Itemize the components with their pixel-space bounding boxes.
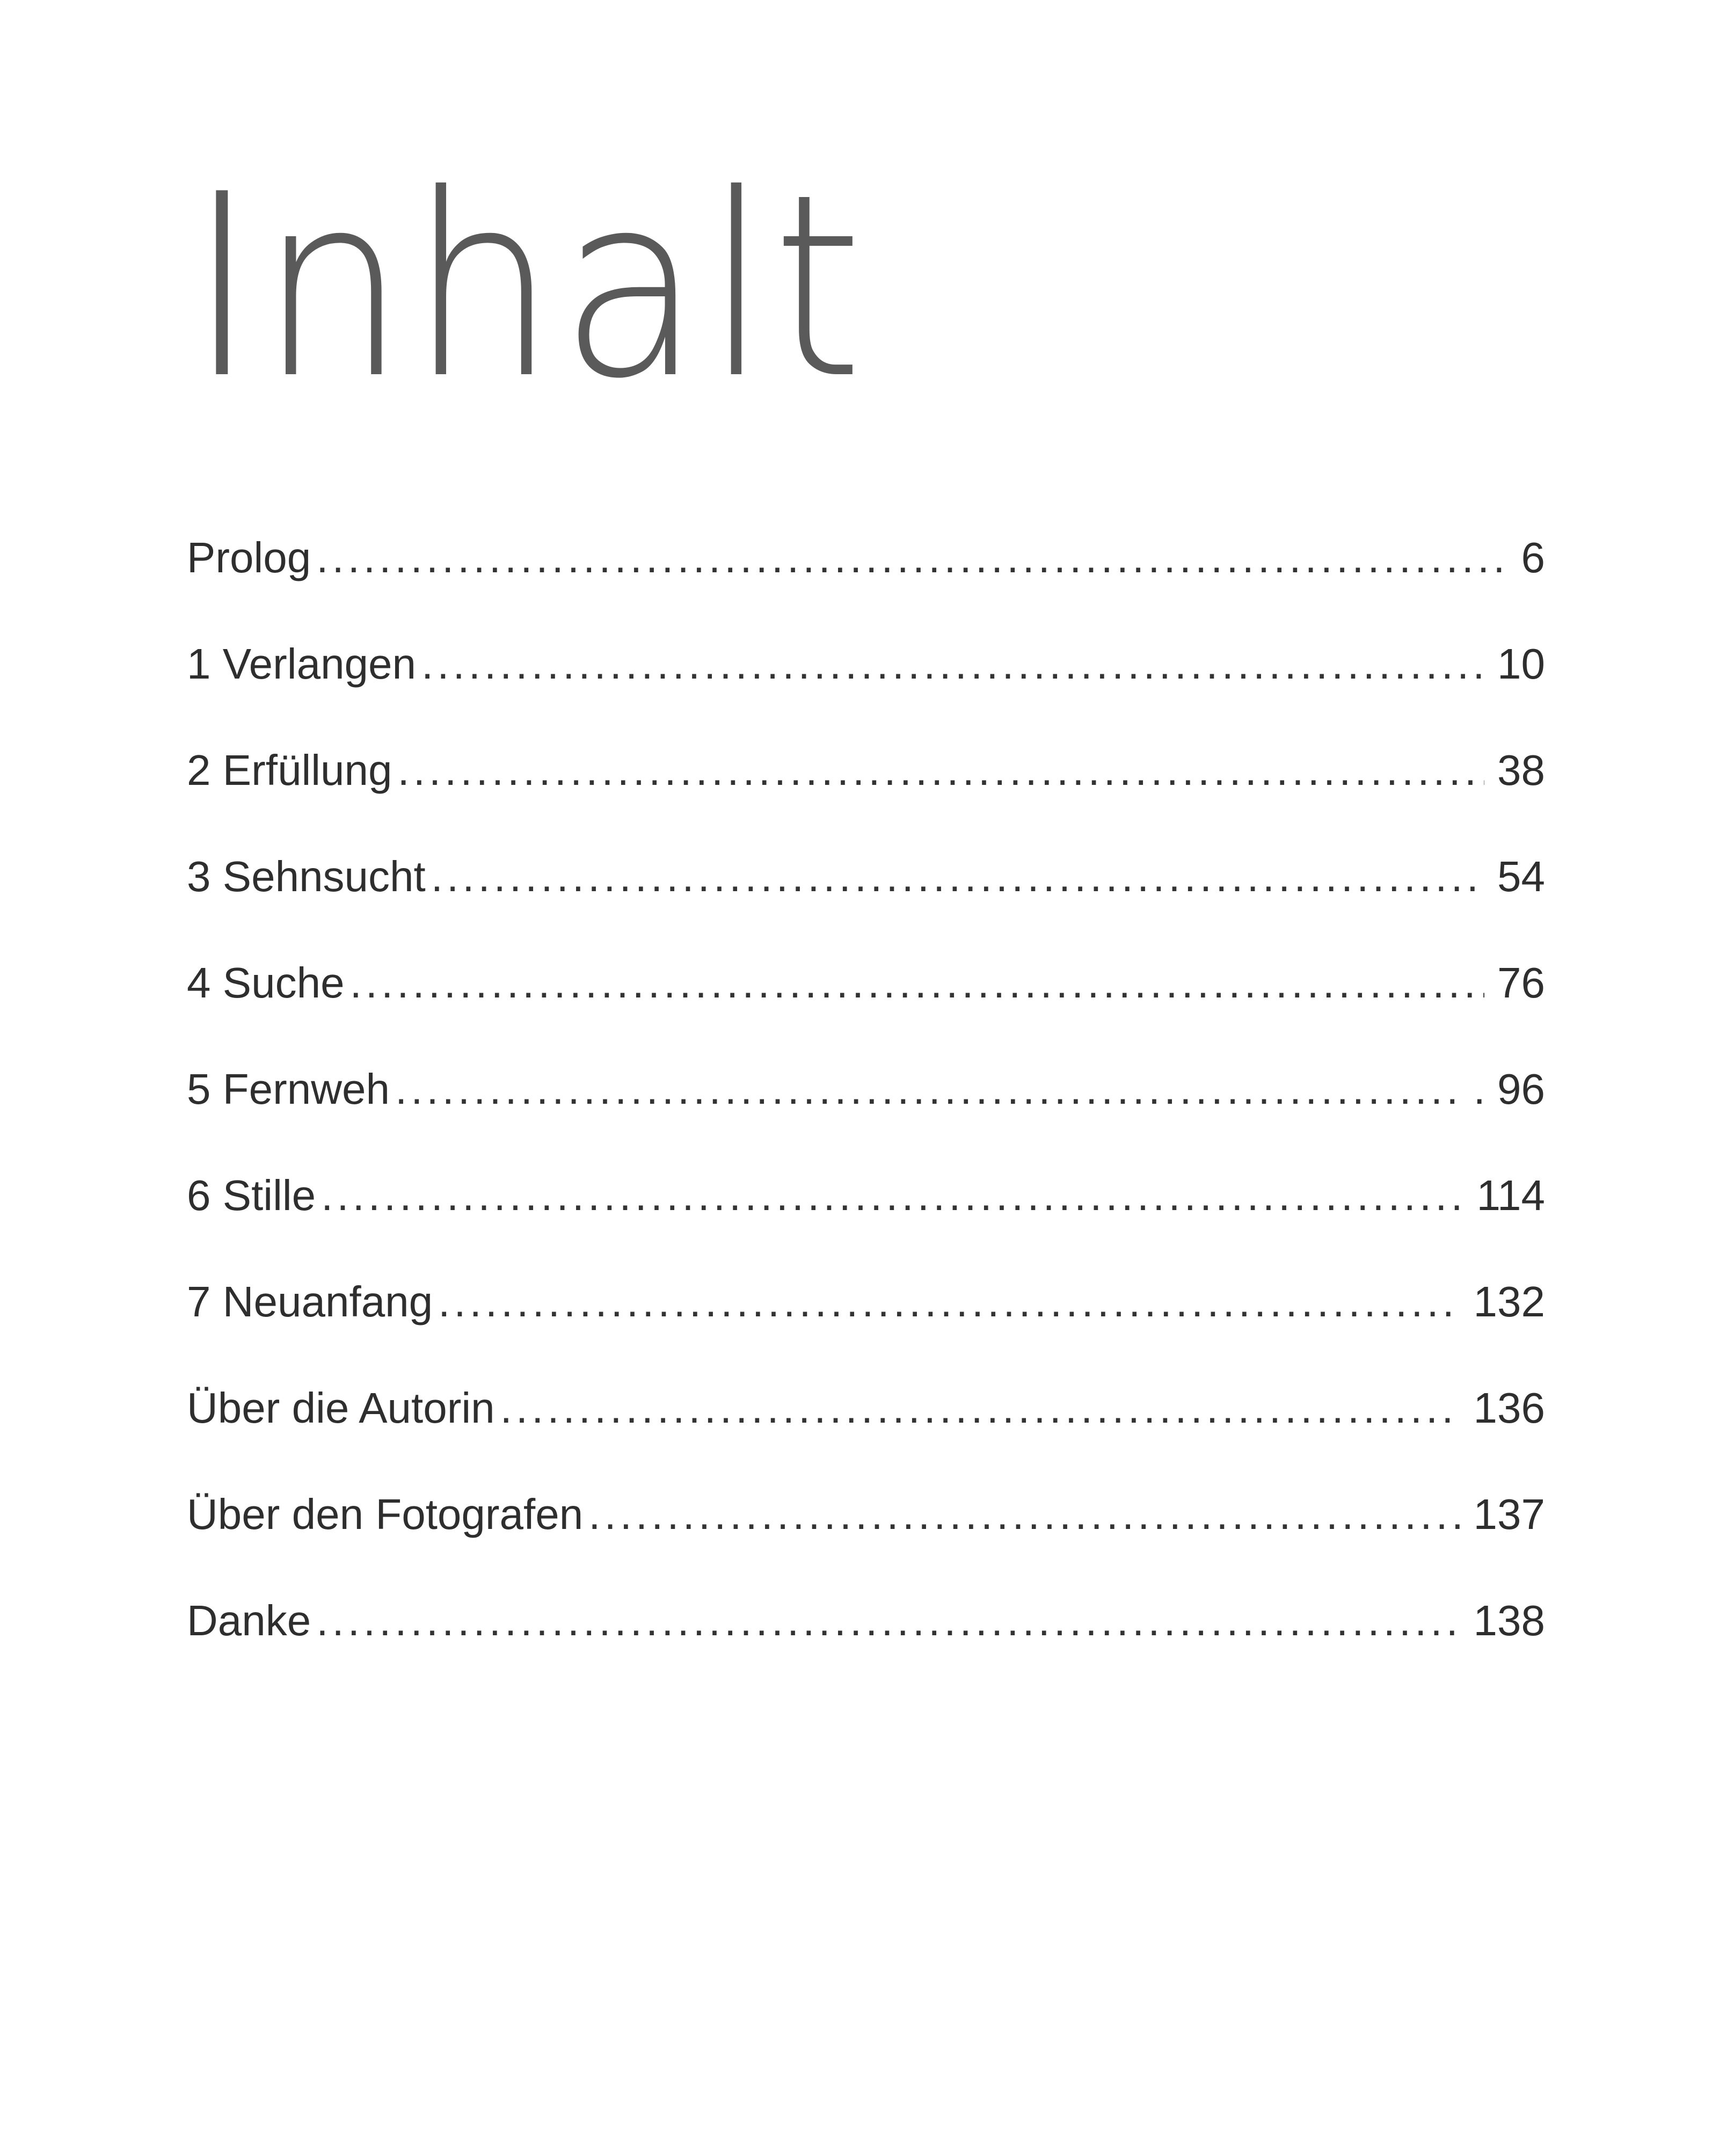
toc-entry-neuanfang[interactable] [187,1249,1545,1355]
toc-entry-label: 1 Verlangen [187,640,417,688]
toc-entry-ueber-die-autorin[interactable] [187,1355,1545,1461]
toc-page-number: 76 [1497,959,1545,1007]
toc-dot-leader [395,1036,1461,1142]
toc-dot-leader [350,930,1484,1036]
toc-entry-danke[interactable] [187,1568,1545,1674]
toc-page-number: 132 [1473,1278,1545,1325]
toc-page-number: 137 [1473,1490,1545,1538]
toc-page-number: 138 [1473,1597,1545,1644]
toc-page-number: 10 [1497,640,1545,688]
toc-entry-label: Prolog [187,534,311,581]
toc-page-number: 114 [1476,1171,1545,1219]
toc-entry-label: Danke [187,1597,311,1644]
toc-entry-label: Über den Fotografen [187,1490,584,1538]
toc-entry-verlangen[interactable] [187,611,1545,717]
toc-page-number: . 96 [1473,1065,1545,1113]
toc-entry-label: 2 Erfüllung [187,746,392,794]
toc-page-number: 54 [1497,853,1545,900]
toc-entry-ueber-den-fotografen[interactable] [187,1461,1545,1568]
toc-dot-leader [421,611,1484,717]
toc-entry-label: 5 Fernweh [187,1065,390,1113]
page-title: Inhalt [188,140,866,434]
toc-page-number: 136 [1473,1384,1545,1432]
toc-entry-label: Über die Autorin [187,1384,495,1432]
toc-page-number: 38 [1497,746,1545,794]
toc-dot-leader [316,505,1508,611]
toc-dot-leader [321,1142,1463,1249]
toc-page-number: 6 [1521,534,1545,581]
toc-dot-leader [316,1568,1460,1674]
toc-entry-sehnsucht[interactable] [187,824,1545,930]
toc-entry-suche[interactable] [187,930,1545,1036]
table-of-contents [187,505,1545,1674]
toc-entry-stille[interactable] [187,1142,1545,1249]
toc-entry-label: 6 Stille [187,1171,316,1219]
toc-dot-leader [438,1249,1460,1355]
toc-entry-label: 3 Sehnsucht [187,853,426,900]
toc-entry-erfuellung[interactable] [187,717,1545,824]
toc-dot-leader [397,717,1484,824]
toc-dot-leader [431,824,1484,930]
toc-entry-fernweh[interactable] [187,1036,1545,1142]
toc-entry-label: 4 Suche [187,959,345,1007]
toc-entry-label: 7 Neuanfang [187,1278,433,1325]
toc-entry-prolog[interactable] [187,505,1545,611]
toc-dot-leader [500,1355,1461,1461]
toc-dot-leader [588,1461,1460,1568]
